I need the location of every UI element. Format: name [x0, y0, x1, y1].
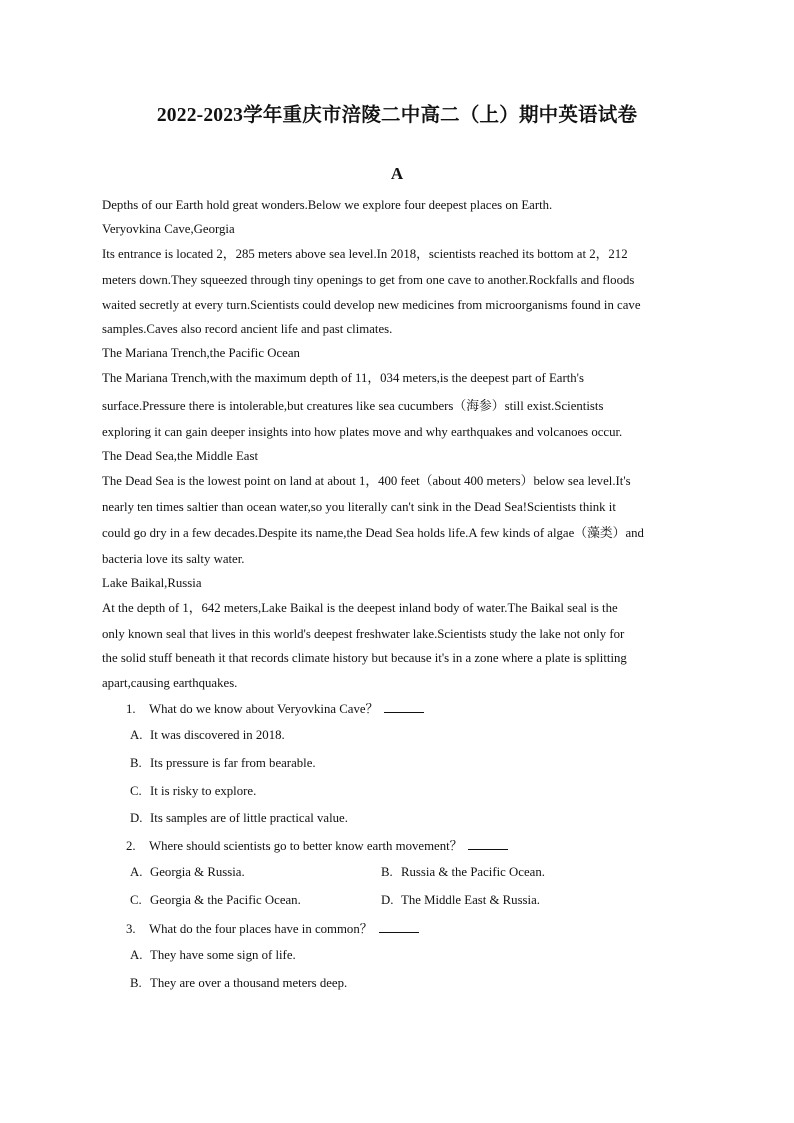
passage-line: surface.Pressure there is intolerable,but creatures like sea cucumbers（海参）still exist.Scientists: [102, 399, 604, 413]
question-text: What do the four places have in common？: [149, 922, 373, 936]
question-text: Where should scientists go to better know earth movement？: [149, 839, 463, 853]
section-label: A: [390, 164, 404, 183]
question-2: [126, 837, 508, 854]
passage-line: apart,causing earthquakes.: [102, 676, 238, 690]
exam-title: 2022-2023学年重庆市涪陵二中高二（上）期中英语试卷: [156, 105, 638, 126]
passage-line: bacteria love its salty water.: [102, 552, 245, 566]
question-number: 1.: [126, 702, 136, 716]
question-number: 3.: [126, 922, 136, 936]
option-1d[interactable]: D. Its samples are of little practical value.: [130, 811, 348, 825]
option-3a[interactable]: A. They have some sign of life.: [130, 948, 296, 962]
passage-heading-baikal: Lake Baikal,Russia: [102, 576, 202, 590]
passage-heading-trench: The Mariana Trench,the Pacific Ocean: [102, 346, 300, 360]
passage-line: Its entrance is located 2，285 meters above sea level.In 2018，scientists reached its bottom at 2，212: [102, 247, 628, 261]
passage-heading-cave: Veryovkina Cave,Georgia: [102, 222, 235, 236]
passage-line: The Dead Sea is the lowest point on land at about 1，400 feet（about 400 meters）below sea level.It's: [102, 474, 631, 488]
passage-line: only known seal that lives in this world's deepest freshwater lake.Scientists study the lake not only for: [102, 627, 625, 641]
question-1: [126, 700, 424, 717]
passage-line: The Mariana Trench,with the maximum depth of 11，034 meters,is the deepest part of Earth's: [102, 371, 584, 385]
option-2b[interactable]: B. Russia & the Pacific Ocean.: [381, 865, 545, 879]
passage-line: samples.Caves also record ancient life and past climates.: [102, 322, 393, 336]
passage-line: could go dry in a few decades.Despite its name,the Dead Sea holds life.A few kinds of algae（藻类）and: [102, 526, 644, 540]
passage-line: meters down.They squeezed through tiny openings to get from one cave to another.Rockfalls and floods: [102, 273, 635, 287]
option-2a[interactable]: A. Georgia & Russia.: [130, 865, 245, 879]
option-1c[interactable]: C. It is risky to explore.: [130, 784, 257, 798]
passage-intro: Depths of our Earth hold great wonders.Below we explore four deepest places on Earth.: [102, 198, 553, 212]
question-text: What do we know about Veryovkina Cave？: [149, 702, 379, 716]
answer-blank[interactable]: [379, 920, 419, 933]
passage-line: the solid stuff beneath it that records climate history but because it's in a zone where a plate is splitting: [102, 651, 627, 665]
answer-blank[interactable]: [468, 837, 508, 850]
question-3: [126, 920, 419, 937]
passage-line: At the depth of 1，642 meters,Lake Baikal is the deepest inland body of water.The Baikal seal is the: [102, 601, 618, 615]
option-1b[interactable]: B. Its pressure is far from bearable.: [130, 756, 316, 770]
option-2c[interactable]: C. Georgia & the Pacific Ocean.: [130, 893, 301, 907]
passage-line: exploring it can gain deeper insights into how plates move and why earthquakes and volcanoes occur.: [102, 425, 623, 439]
question-number: 2.: [126, 839, 136, 853]
passage-heading-dead-sea: The Dead Sea,the Middle East: [102, 449, 258, 463]
passage-line: nearly ten times saltier than ocean water,so you literally can't sink in the Dead Sea!Scientists think it: [102, 500, 616, 514]
option-3b[interactable]: B. They are over a thousand meters deep.: [130, 976, 348, 990]
passage-line: waited secretly at every turn.Scientists could develop new medicines from microorganisms found in cave: [102, 298, 641, 312]
option-1a[interactable]: A. It was discovered in 2018.: [130, 728, 285, 742]
answer-blank[interactable]: [384, 700, 424, 713]
option-2d[interactable]: D. The Middle East & Russia.: [381, 893, 540, 907]
